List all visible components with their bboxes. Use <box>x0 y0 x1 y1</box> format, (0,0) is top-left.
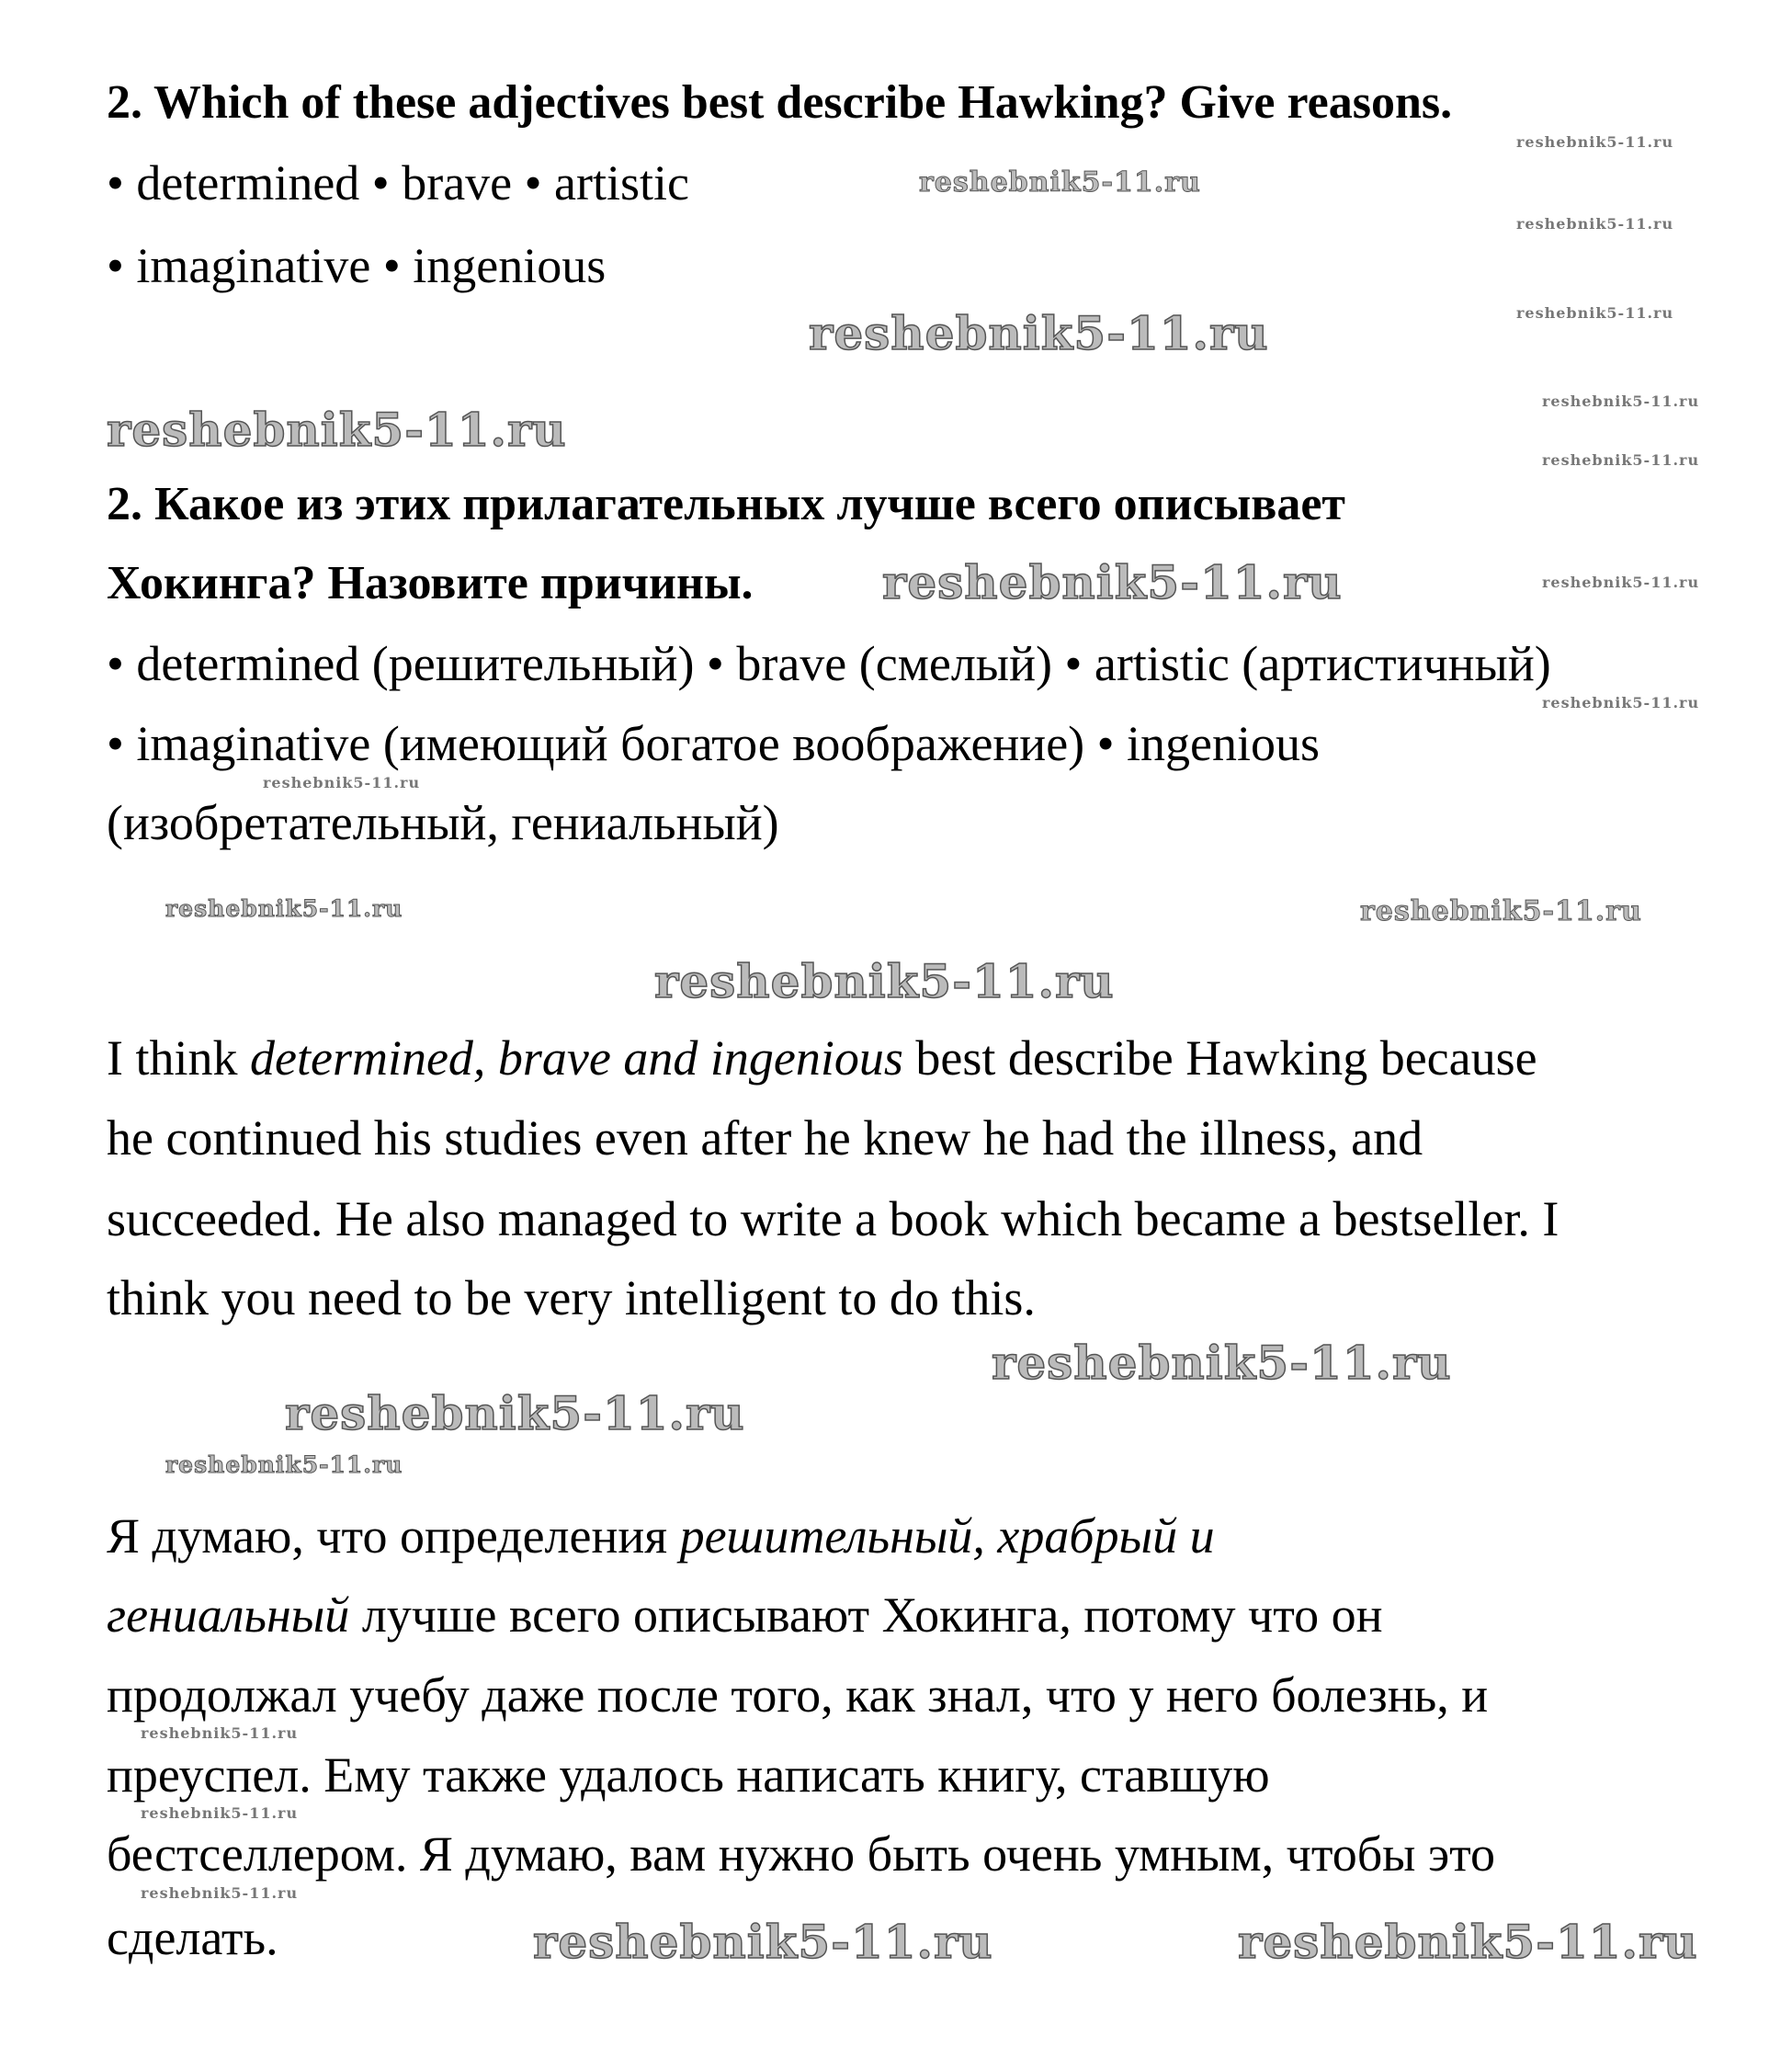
watermark: reshebnik5-11.ru <box>882 555 1343 609</box>
watermark: reshebnik5-11.ru <box>141 1804 299 1822</box>
watermark: reshebnik5-11.ru <box>107 403 567 457</box>
answer-en-line-1 <box>107 1029 1537 1087</box>
watermark: reshebnik5-11.ru <box>654 954 1115 1008</box>
adjectives-ru-line-1: • determined (решительный) • brave (смелый) • artistic (артистичный) <box>107 636 1551 691</box>
adjectives-line-1: • determined • brave • artistic <box>107 155 689 210</box>
watermark: reshebnik5-11.ru <box>1360 895 1642 927</box>
text: best describe Hawking because <box>902 1030 1537 1086</box>
emphasis: решительный, храбрый и <box>679 1508 1215 1564</box>
answer-ru-line-1 <box>107 1507 1215 1565</box>
answer-ru-line-2 <box>107 1586 1382 1644</box>
watermark: reshebnik5-11.ru <box>1516 304 1674 322</box>
emphasis: гениальный <box>107 1587 350 1643</box>
watermark: reshebnik5-11.ru <box>165 1451 403 1478</box>
watermark: reshebnik5-11.ru <box>1542 694 1700 711</box>
watermark: reshebnik5-11.ru <box>1238 1915 1698 1969</box>
answer-en-line-2: he continued his studies even after he knew he had the illness, and <box>107 1110 1423 1166</box>
emphasis: determined, brave and ingenious <box>250 1030 903 1086</box>
answer-en-line-3: succeeded. He also managed to write a book which became a bestseller. I <box>107 1191 1559 1246</box>
text: Я думаю, что определения <box>107 1508 680 1564</box>
watermark: reshebnik5-11.ru <box>141 1884 299 1902</box>
adjectives-ru-line-2: • imaginative (имеющий богатое воображение) • ingenious <box>107 716 1321 771</box>
answer-ru-line-4: преуспел. Ему также удалось написать книгу, ставшую <box>107 1747 1270 1803</box>
task-heading-en: 2. Which of these adjectives best describe Hawking? Give reasons. <box>107 76 1453 129</box>
watermark: reshebnik5-11.ru <box>533 1915 993 1969</box>
watermark: reshebnik5-11.ru <box>1516 133 1674 151</box>
answer-en-line-4: think you need to be very intelligent to do this. <box>107 1270 1036 1325</box>
watermark: reshebnik5-11.ru <box>809 306 1269 360</box>
adjectives-ru-line-3: (изобретательный, гениальный) <box>107 795 779 850</box>
watermark: reshebnik5-11.ru <box>1542 451 1700 469</box>
task-heading-ru-1: 2. Какое из этих прилагательных лучше всего описывает <box>107 478 1345 530</box>
watermark: reshebnik5-11.ru <box>1542 392 1700 410</box>
watermark: reshebnik5-11.ru <box>285 1386 745 1440</box>
answer-ru-line-3: продолжал учебу даже после того, как знал, что у него болезнь, и <box>107 1667 1489 1723</box>
adjectives-line-2: • imaginative • ingenious <box>107 238 607 293</box>
task-heading-ru-2: Хокинга? Назовите причины. <box>107 557 754 609</box>
watermark: reshebnik5-11.ru <box>165 895 403 922</box>
answer-ru-line-5: бестселлером. Я думаю, вам нужно быть очень умным, чтобы это <box>107 1826 1496 1882</box>
watermark: reshebnik5-11.ru <box>1542 574 1700 591</box>
watermark: reshebnik5-11.ru <box>1516 215 1674 233</box>
answer-ru-line-6: сделать. <box>107 1910 278 1965</box>
text: I think <box>107 1030 250 1086</box>
watermark: reshebnik5-11.ru <box>919 166 1201 199</box>
watermark: reshebnik5-11.ru <box>141 1724 299 1742</box>
text: лучше всего описывают Хокинга, потому что он <box>349 1587 1383 1643</box>
watermark: reshebnik5-11.ru <box>263 774 421 791</box>
watermark: reshebnik5-11.ru <box>992 1336 1452 1390</box>
